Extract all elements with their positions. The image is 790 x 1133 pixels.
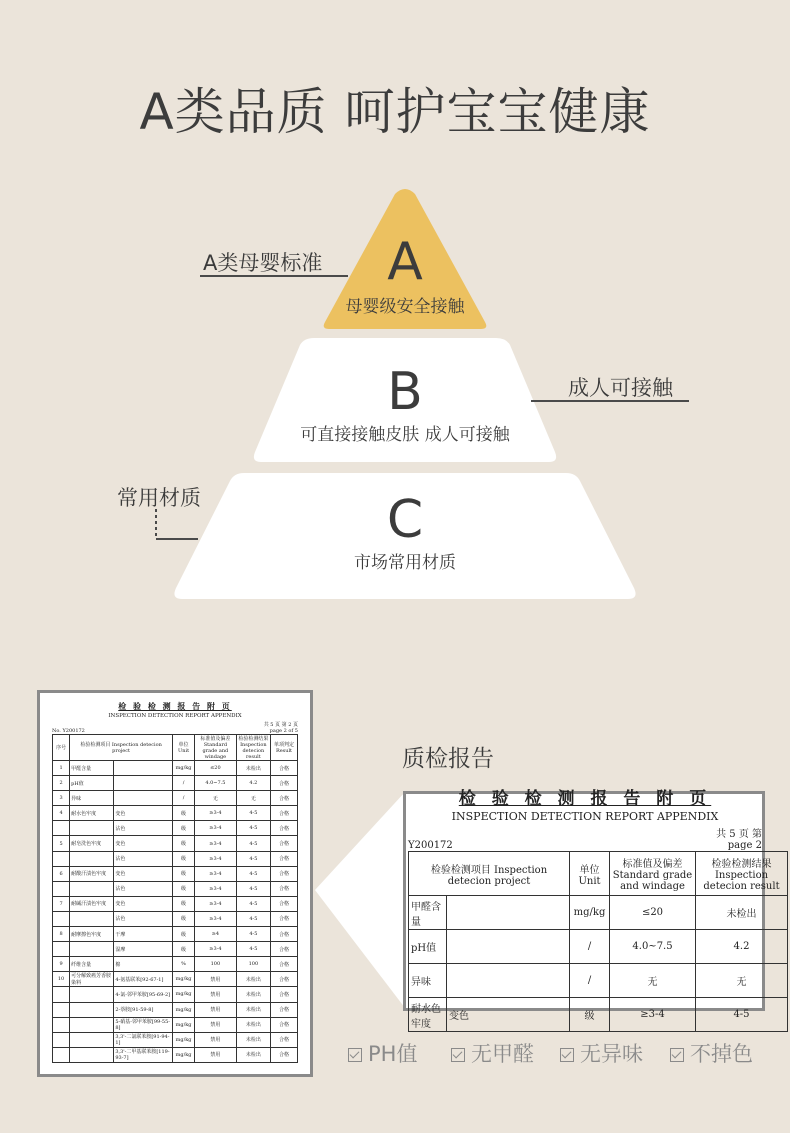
table-cell: 合格 <box>271 896 298 911</box>
table-cell <box>114 776 173 791</box>
table-cell: 合格 <box>271 866 298 881</box>
table-cell: 5-硝基-邻甲苯胺[99-55-8] <box>114 1017 173 1032</box>
table-row <box>53 851 298 866</box>
table-cell: 无 <box>236 791 270 806</box>
table-header-row <box>409 852 788 896</box>
table-row <box>409 964 788 998</box>
check-label: PH值 <box>368 1042 418 1066</box>
report-subtitle: INSPECTION DETECTION REPORT APPENDIX <box>108 713 242 719</box>
table-cell: mg/kg <box>173 972 195 987</box>
check-item <box>348 1038 417 1068</box>
table-cell <box>70 1047 114 1062</box>
table-cell: 3,3'-二甲基联苯胺[119-93-7] <box>114 1047 173 1062</box>
zoom-wedge <box>300 780 420 1020</box>
table-cell: 级 <box>173 911 195 926</box>
table-cell <box>70 1032 114 1047</box>
header-cell: 标准值及偏差 Standard grade and windage <box>195 735 237 761</box>
table-cell: 4-5 <box>236 942 270 957</box>
table-row <box>53 911 298 926</box>
tier-b-label: 可直接接触皮肤 成人可接触 <box>300 425 510 445</box>
table-cell: 合格 <box>271 851 298 866</box>
table-cell <box>70 911 114 926</box>
table-cell: 2-萘胺[91-59-8] <box>114 1002 173 1017</box>
table-cell: % <box>173 957 195 972</box>
table-cell: 级 <box>173 836 195 851</box>
report-page-cn: 共 5 页 第 <box>716 829 762 840</box>
table-cell: ≥3-4 <box>610 998 696 1032</box>
table-cell: 10 <box>53 972 70 987</box>
table-header-row <box>53 735 298 761</box>
checkbox-icon <box>451 1048 465 1062</box>
table-cell: 可分解致癌芳香胺染料 <box>70 972 114 987</box>
table-cell: 合格 <box>271 776 298 791</box>
table-cell <box>447 896 570 930</box>
header-cell: 检验检测项目 Inspection detecion project <box>70 735 173 761</box>
table-cell: 耐摩擦色牢度 <box>70 927 114 942</box>
table-cell: 未检出 <box>696 896 788 930</box>
table-cell: 100 <box>236 957 270 972</box>
table-row <box>53 761 298 776</box>
header-cell: 检验检测项目 Inspection detecion project <box>409 852 570 896</box>
table-cell: mg/kg <box>173 1017 195 1032</box>
table-cell: 4-5 <box>236 911 270 926</box>
table-cell: 4-5 <box>236 881 270 896</box>
table-cell: 合格 <box>271 806 298 821</box>
header-cell: 单位 Unit <box>570 852 610 896</box>
table-cell: ≥3-4 <box>195 942 237 957</box>
table-cell: ≥4 <box>195 927 237 942</box>
table-cell: 无 <box>696 964 788 998</box>
table-cell: 4.2 <box>236 776 270 791</box>
checkbox-icon <box>560 1048 574 1062</box>
table-cell: 级 <box>173 927 195 942</box>
table-cell: 合格 <box>271 821 298 836</box>
table-cell: ≥3-4 <box>195 836 237 851</box>
table-cell: 合格 <box>271 972 298 987</box>
table-cell: 甲醛含量 <box>70 761 114 776</box>
table-row <box>53 927 298 942</box>
table-cell: ≥3-4 <box>195 881 237 896</box>
table-row <box>53 791 298 806</box>
table-row <box>53 1017 298 1032</box>
table-cell: 甲醛含量 <box>409 896 447 930</box>
table-cell: 4-氯-邻甲苯胺[95-69-2] <box>114 987 173 1002</box>
table-row <box>53 972 298 987</box>
table-cell <box>70 851 114 866</box>
table-cell: 4-5 <box>236 927 270 942</box>
table-cell: 耐酸汗渍色牢度 <box>70 866 114 881</box>
table-cell <box>53 911 70 926</box>
table-cell: 变色 <box>114 806 173 821</box>
report-label: 质检报告 <box>402 746 494 772</box>
tier-c-letter: C <box>386 490 424 550</box>
table-cell: 干摩 <box>114 927 173 942</box>
table-row <box>53 942 298 957</box>
table-cell: 合格 <box>271 942 298 957</box>
table-cell: 合格 <box>271 927 298 942</box>
table-cell <box>53 1017 70 1032</box>
table-cell: 级 <box>570 998 610 1032</box>
table-cell: 禁用 <box>195 1017 237 1032</box>
table-cell: 4.0~7.5 <box>610 930 696 964</box>
report-document-small <box>37 690 313 1077</box>
check-item <box>451 1038 534 1068</box>
table-cell: 沾色 <box>114 821 173 836</box>
table-cell: 4-氨基联苯[92-67-1] <box>114 972 173 987</box>
table-cell <box>70 987 114 1002</box>
table-cell: 8 <box>53 927 70 942</box>
table-cell: 变色 <box>114 896 173 911</box>
table-cell: 棉 <box>114 957 173 972</box>
table-cell: 合格 <box>271 1017 298 1032</box>
header-cell: 标准值及偏差 Standard grade and windage <box>610 852 696 896</box>
table-cell: / <box>570 930 610 964</box>
table-cell: / <box>570 964 610 998</box>
checkbox-icon <box>670 1048 684 1062</box>
table-cell <box>53 851 70 866</box>
table-cell: 4-5 <box>236 896 270 911</box>
table-cell <box>447 930 570 964</box>
table-cell: 级 <box>173 806 195 821</box>
table-row <box>53 881 298 896</box>
table-cell: 未检出 <box>236 1032 270 1047</box>
tier-a-side-label: A类母婴标准 <box>203 251 323 275</box>
report-document-zoomed <box>403 789 780 1030</box>
table-cell: mg/kg <box>570 896 610 930</box>
table-cell: 4-5 <box>236 866 270 881</box>
table-cell: 合格 <box>271 1002 298 1017</box>
header-cell: 检验检测结果 Inspection detecion result <box>236 735 270 761</box>
table-cell: mg/kg <box>173 1032 195 1047</box>
table-cell: 3,3'-二氯联苯胺[91-94-1] <box>114 1032 173 1047</box>
table-cell <box>114 791 173 806</box>
table-cell: 合格 <box>271 881 298 896</box>
table-row <box>53 1032 298 1047</box>
table-cell: 级 <box>173 942 195 957</box>
tier-c-side-label: 常用材质 <box>117 486 201 510</box>
table-cell: 禁用 <box>195 1047 237 1062</box>
tier-a-label: 母婴级安全接触 <box>345 297 465 317</box>
table-cell: 变色 <box>447 998 570 1032</box>
table-cell: 耐碱汗渍色牢度 <box>70 896 114 911</box>
table-cell: ≥3-4 <box>195 851 237 866</box>
table-cell: 2 <box>53 776 70 791</box>
table-cell: 合格 <box>271 1032 298 1047</box>
table-cell <box>53 881 70 896</box>
report-page-cn: 共 5 页 第 2 页 <box>263 722 298 728</box>
table-cell: 禁用 <box>195 987 237 1002</box>
report-page-en: page 2 of 5 <box>269 728 298 734</box>
report-title: 检 验 检 测 报 告 附 页 <box>458 789 712 809</box>
table-cell <box>447 964 570 998</box>
table-cell <box>53 1002 70 1017</box>
table-cell <box>70 1017 114 1032</box>
table-cell: mg/kg <box>173 987 195 1002</box>
table-cell <box>70 942 114 957</box>
table-cell: 湿摩 <box>114 942 173 957</box>
table-cell: 异味 <box>70 791 114 806</box>
table-cell: 耐水色牢度 <box>409 998 447 1032</box>
table-cell: mg/kg <box>173 761 195 776</box>
table-cell: 合格 <box>271 957 298 972</box>
table-cell: ≥3-4 <box>195 866 237 881</box>
table-cell: 未检出 <box>236 972 270 987</box>
table-cell: 无 <box>195 791 237 806</box>
table-cell: 变色 <box>114 836 173 851</box>
tier-b-side-label: 成人可接触 <box>568 376 673 400</box>
table-cell: 5 <box>53 836 70 851</box>
table-cell: ≤20 <box>195 761 237 776</box>
table-cell <box>70 1002 114 1017</box>
table-cell: 沾色 <box>114 911 173 926</box>
table-cell: 级 <box>173 881 195 896</box>
table-cell: 1 <box>53 761 70 776</box>
table-cell: ≥3-4 <box>195 806 237 821</box>
table-row <box>53 806 298 821</box>
table-row <box>53 896 298 911</box>
report-number: No. Y200172 <box>52 728 85 734</box>
table-cell: 4-5 <box>696 998 788 1032</box>
tier-c-label: 市场常用材质 <box>354 553 456 573</box>
table-cell <box>53 821 70 836</box>
table-cell: 级 <box>173 896 195 911</box>
table-row <box>53 957 298 972</box>
table-cell: ≤20 <box>610 896 696 930</box>
table-cell: 异味 <box>409 964 447 998</box>
table-cell <box>53 1032 70 1047</box>
report-table <box>408 851 788 1032</box>
table-row <box>409 930 788 964</box>
table-cell: 合格 <box>271 791 298 806</box>
table-cell: 7 <box>53 896 70 911</box>
header-cell: 检验检测结果 Inspection detecion result <box>696 852 788 896</box>
table-cell: 耐水色牢度 <box>70 806 114 821</box>
check-item <box>670 1038 753 1068</box>
report-title: 检 验 检 测 报 告 附 页 <box>118 701 232 711</box>
table-cell: 4.0~7.5 <box>195 776 237 791</box>
table-cell: mg/kg <box>173 1002 195 1017</box>
table-cell <box>70 881 114 896</box>
check-label: 无异味 <box>580 1042 643 1066</box>
table-row <box>53 987 298 1002</box>
table-cell: 变色 <box>114 866 173 881</box>
table-cell: 9 <box>53 957 70 972</box>
table-cell <box>53 987 70 1002</box>
table-row <box>53 866 298 881</box>
header-cell: 单位 Unit <box>173 735 195 761</box>
report-subtitle: INSPECTION DETECTION REPORT APPENDIX <box>451 810 719 823</box>
table-cell: 6 <box>53 866 70 881</box>
table-cell <box>114 761 173 776</box>
check-label: 不掉色 <box>690 1042 753 1066</box>
table-row <box>53 821 298 836</box>
tier-a-letter: A <box>387 232 423 292</box>
table-cell: / <box>173 791 195 806</box>
table-row <box>53 1047 298 1062</box>
table-cell: 未检出 <box>236 1047 270 1062</box>
table-cell: 4 <box>53 806 70 821</box>
checkbox-icon <box>348 1048 362 1062</box>
table-row <box>53 776 298 791</box>
table-cell <box>53 1047 70 1062</box>
table-cell: 级 <box>173 821 195 836</box>
table-cell: 禁用 <box>195 972 237 987</box>
table-row <box>53 1002 298 1017</box>
table-cell: 无 <box>610 964 696 998</box>
check-item <box>560 1038 643 1068</box>
table-cell: 4-5 <box>236 806 270 821</box>
table-cell: 沾色 <box>114 851 173 866</box>
table-row <box>53 836 298 851</box>
tier-b-letter: B <box>387 362 423 422</box>
table-cell: / <box>173 776 195 791</box>
page-title: A类品质 呵护宝宝健康 <box>139 83 651 141</box>
report-number: Y200172 <box>408 840 453 851</box>
table-cell: pH值 <box>70 776 114 791</box>
table-cell: ≥3-4 <box>195 896 237 911</box>
table-cell: pH值 <box>409 930 447 964</box>
table-cell: 禁用 <box>195 1002 237 1017</box>
table-cell: 级 <box>173 851 195 866</box>
table-cell: 禁用 <box>195 1032 237 1047</box>
table-cell: 4-5 <box>236 851 270 866</box>
table-cell <box>53 942 70 957</box>
table-cell: 沾色 <box>114 881 173 896</box>
table-row <box>409 896 788 930</box>
table-cell: 未检出 <box>236 1002 270 1017</box>
table-cell: 4.2 <box>696 930 788 964</box>
table-cell: mg/kg <box>173 1047 195 1062</box>
table-cell: 合格 <box>271 836 298 851</box>
table-cell: 合格 <box>271 911 298 926</box>
report-page-en: page 2 <box>727 840 762 851</box>
table-cell: 未检出 <box>236 1017 270 1032</box>
header-cell: 单项判定Result <box>271 735 298 761</box>
table-cell: 耐皂洗色牢度 <box>70 836 114 851</box>
report-table <box>52 734 298 1063</box>
table-cell: 合格 <box>271 987 298 1002</box>
table-cell: 4-5 <box>236 836 270 851</box>
table-cell <box>70 821 114 836</box>
table-cell: 未检出 <box>236 761 270 776</box>
table-cell: ≥3-4 <box>195 821 237 836</box>
table-cell: 合格 <box>271 1047 298 1062</box>
table-cell: 未检出 <box>236 987 270 1002</box>
table-cell: ≥3-4 <box>195 911 237 926</box>
table-cell: 100 <box>195 957 237 972</box>
table-cell: 合格 <box>271 761 298 776</box>
header-cell: 序号 <box>53 735 70 761</box>
table-row <box>409 998 788 1032</box>
table-cell: 4-5 <box>236 821 270 836</box>
table-cell: 纤维含量 <box>70 957 114 972</box>
check-label: 无甲醛 <box>471 1042 534 1066</box>
table-cell: 级 <box>173 866 195 881</box>
table-cell: 3 <box>53 791 70 806</box>
